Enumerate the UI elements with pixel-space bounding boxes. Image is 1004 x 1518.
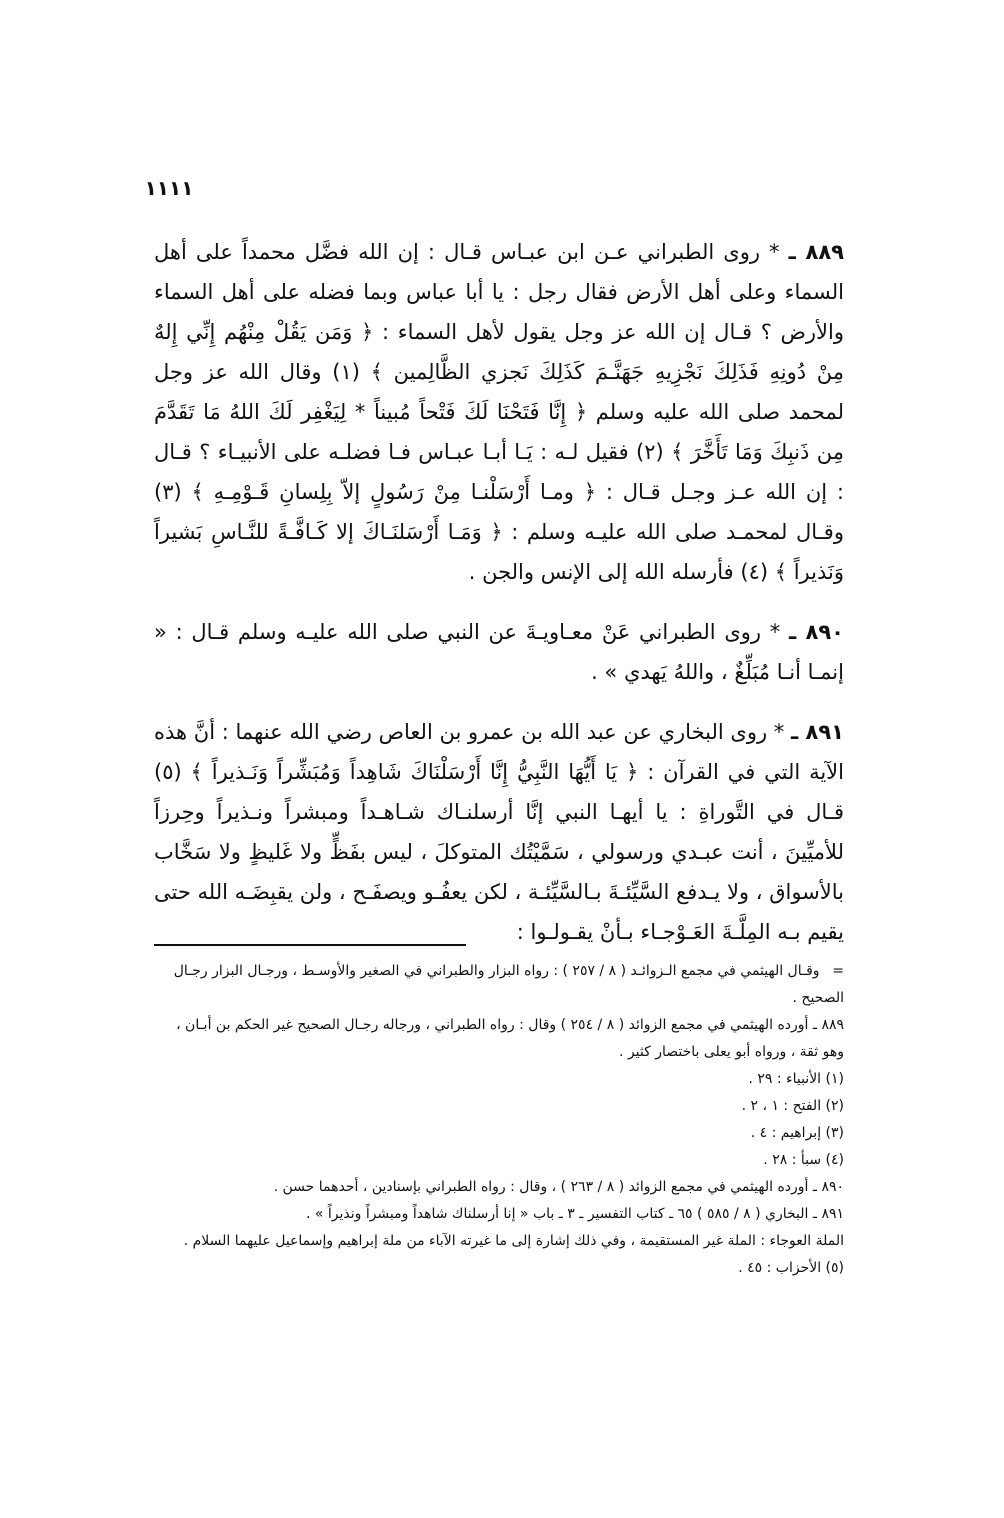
footnote-list: [154, 1066, 844, 1174]
main-text: [154, 232, 844, 972]
footnote-2: (٢) الفتح : ١ ، ٢ .: [741, 1098, 844, 1114]
footnote-1: (١) الأنبياء : ٢٩ .: [748, 1071, 844, 1087]
hadith-889: [154, 232, 844, 592]
continuation-mark: =: [832, 963, 844, 979]
note-text: ٨٨٩ ـ أورده الهيثمي في مجمع الزوائد ( ٨ / ٢٥٤ ) وقال : رواه الطبراني ، ورجاله رجـال الصحيح غير الحكم بن أبـان ، وهو ثقة ، ورواه أبو يعلى باختصار كثير .: [176, 1017, 844, 1060]
hadith-891: [154, 712, 844, 952]
note-text: وقـال الهيثمي في مجمع الـزوائـد ( ٨ / ٢٥٧ ) : رواه البزار والطبراني في الصغير والأوسـط ، ورجـال البزار رجـال الصحيح .: [173, 963, 844, 1006]
note-889: [154, 1012, 844, 1066]
hadith-number: ٨٩١ ـ: [791, 720, 844, 744]
page-number: ١١١١: [144, 176, 194, 200]
note-890: ٨٩٠ ـ أورده الهيثمي في مجمع الزوائد ( ٨ / ٢٦٣ ) ، وقال : رواه الطبراني بإسنادين ، أحدهما حسن .: [273, 1179, 844, 1195]
footnote-3: (٣) إبراهيم : ٤ .: [750, 1125, 844, 1141]
hadith-number: ٨٨٩ ـ: [788, 240, 844, 264]
note-continuation: [154, 958, 844, 1012]
hadith-text: * روى الطبراني عـن ابن عبـاس قـال : إن الله فضَّل محمداً على أهل السماء وعلى أهل الأرض فقال رجل : يا أبا عباس وبما فضله على أهل السماء والأرض ؟ قـال إن الله عز وجل يقول لأهل السماء : ﴿ وَمَن يَقُلْ مِنْهُم إِنِّي إِلهٌ مِنْ دُونِهِ فَذَلِكَ نَجْزِيهِ جَهَنَّـمَ كَذَلِكَ نَجزي الظَّالِمين ﴾ (١) وقال الله عز وجل لمحمد صلى الله عليه وسلم ﴿ إِنَّا فَتَحْنَا لَكَ فَتْحاً مُبيناً * لِيَغْفِر لَكَ اللهُ مَا تَقَدَّمَ مِن ذَنبِكَ وَمَا تَأَخَّرَ ﴾ (٢) فقيل لـه : يَـا أبـا عبـاس فـا فضلـه على الأنبيـاء ؟ قـال : إن الله عـز وجـل قـال : ﴿ ومـا أَرْسَلْنـا مِنْ رَسُولٍ إلاّ بِلِسانِ قَـوْمِـهِ ﴾ (٣) وقـال لمحمـد صلى الله عليـه وسلم : ﴿ وَمَـا أَرْسَلنَـاكَ إلا كَـافَّـةً للنَّـاسِ بَشيراً وَنَذيراً ﴾ (٤) فأرسله الله إلى الإنس والجن .: [154, 240, 844, 584]
footnotes-area: [154, 958, 844, 1282]
hadith-text: * روى الطبراني عَنْ معـاويـةَ عن النبي صلى الله عليـه وسلم قـال : « إنمـا أنـا مُبَلِّغٌ ، واللهُ يَهدي » .: [154, 620, 844, 684]
note-891: ٨٩١ ـ البخاري ( ٨ / ٥٨٥ ) ٦٥ ـ كتاب التفسير ـ ٣ ـ باب « إنا أرسلناك شاهداً ومبشراً ونذيراً » .: [305, 1206, 844, 1222]
footnote-4: (٤) سبأ : ٢٨ .: [763, 1152, 844, 1168]
hadith-number: ٨٩٠ ـ: [789, 620, 844, 644]
footnote-separator: [154, 944, 844, 945]
footnote-5: (٥) الأحزاب : ٤٥ .: [738, 1260, 844, 1276]
note-gloss: الملة العوجاء : الملة غير المستقيمة ، وفي ذلك إشارة إلى ما غيرته الآباء من ملة إبراهيم وإسماعيل عليهما السلام .: [183, 1233, 844, 1249]
separator-rule: [154, 944, 466, 946]
hadith-890: [154, 612, 844, 692]
hadith-text: * روى البخاري عن عبد الله بن عمرو بن العاص رضي الله عنهما : أنَّ هذه الآية التي في القرآن : ﴿ يَا أَيُّهَا النَّبِيُّ إِنَّا أَرْسَلْنَاكَ شَاهِداً وَمُبَشِّراً وَنَـذيراً ﴾ (٥) قـال في التَّوراةِ : يا أيهـا النبي إنَّا أرسلنـاك شـاهـداً ومبشراً ونـذيراً وحِرزاً للأميِّينَ ، أنت عبـدي ورسولي ، سَمَّيْتُك المتوكلَ ، ليس بفَظٍّ ولا غَليظٍ ولا سَخَّاب بالأسواق ، ولا يـدفع السَّيِّئـةَ بـالسَّيِّئـة ، لكن يعفُـو ويصفَـح ، ولن يقبِضَـه الله حتى يقيم بـه المِلَّـةَ العَـوْجـاء بـأنْ يقـولـوا :: [154, 720, 844, 944]
